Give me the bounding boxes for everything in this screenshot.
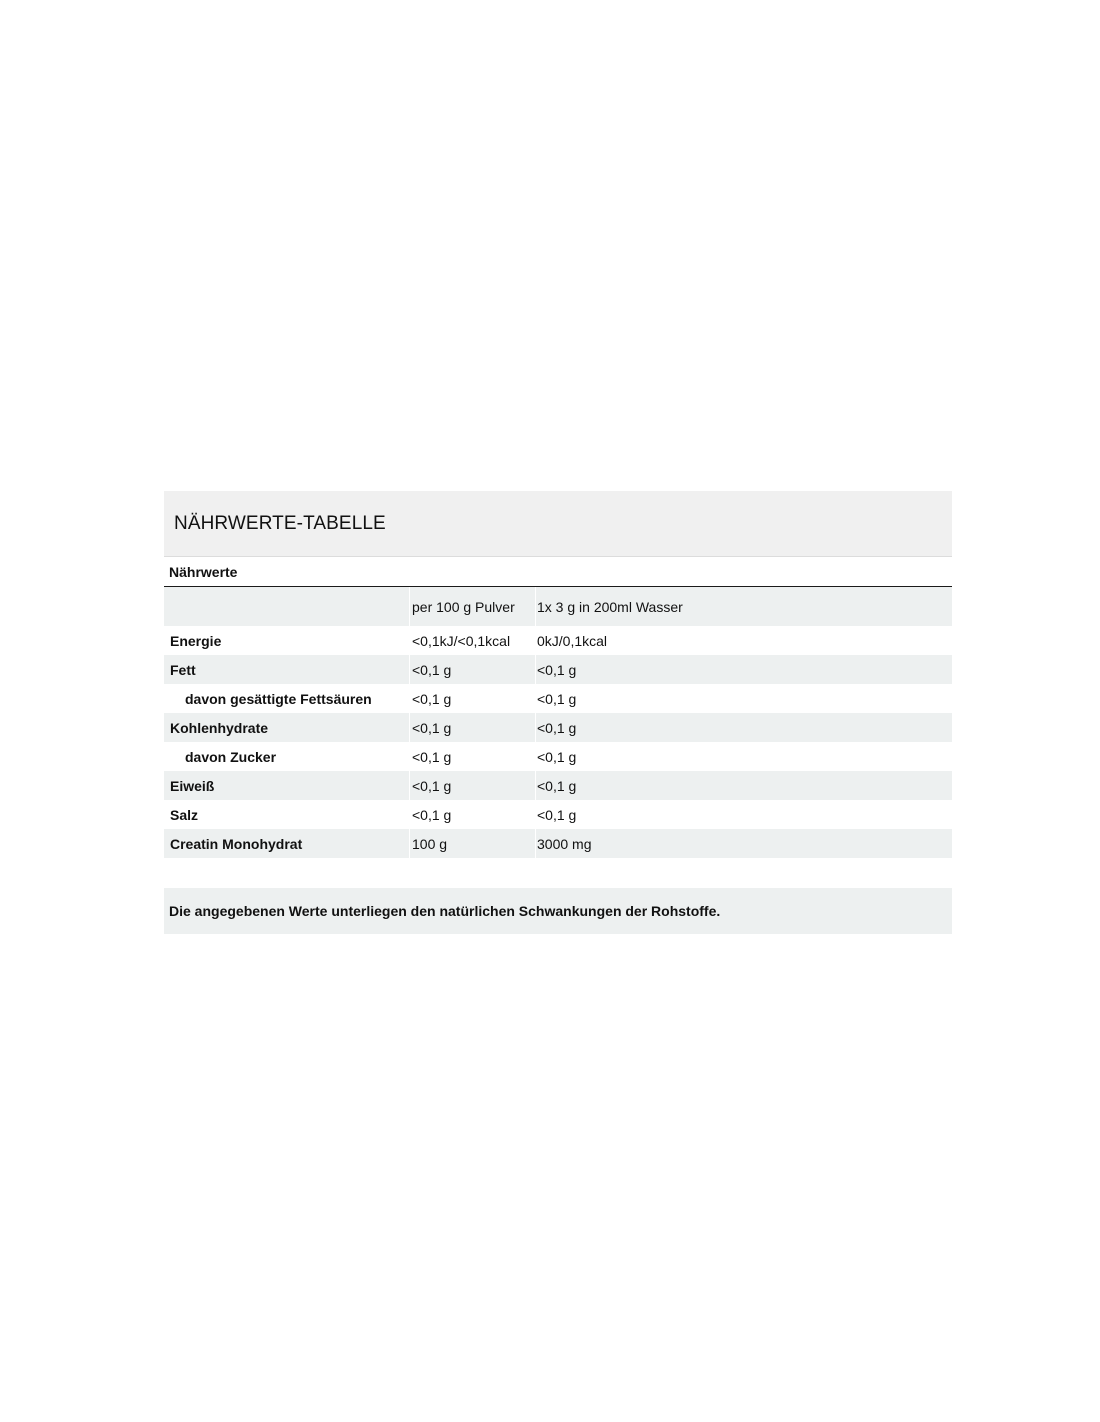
row-value-per-portion: <0,1 g xyxy=(536,655,953,684)
row-value-per-100g: <0,1 g xyxy=(410,713,536,742)
row-label: davon gesättigte Fettsäuren xyxy=(164,684,410,713)
row-value-per-100g: <0,1 g xyxy=(410,684,536,713)
row-value-per-100g: <0,1 g xyxy=(410,800,536,829)
row-value-per-portion: <0,1 g xyxy=(536,713,953,742)
row-value-per-portion: <0,1 g xyxy=(536,771,953,800)
row-label: Salz xyxy=(164,800,410,829)
table-row xyxy=(164,800,952,829)
nutrition-panel xyxy=(164,491,952,934)
table-row xyxy=(164,684,952,713)
row-value-per-100g: 100 g xyxy=(410,829,536,858)
row-value-per-portion: <0,1 g xyxy=(536,742,953,771)
row-label: Fett xyxy=(164,655,410,684)
row-label: Creatin Monohydrat xyxy=(164,829,410,858)
table-row xyxy=(164,771,952,800)
row-label: davon Zucker xyxy=(164,742,410,771)
table-row xyxy=(164,742,952,771)
nutrition-table xyxy=(164,587,952,858)
row-label: Kohlenhydrate xyxy=(164,713,410,742)
row-value-per-100g: <0,1 g xyxy=(410,742,536,771)
disclaimer-note: Die angegebenen Werte unterliegen den natürlichen Schwankungen der Rohstoffe. xyxy=(164,888,952,934)
row-value-per-portion: <0,1 g xyxy=(536,684,953,713)
table-row xyxy=(164,829,952,858)
row-value-per-portion: 3000 mg xyxy=(536,829,953,858)
table-header-row xyxy=(164,587,952,626)
panel-title: NÄHRWERTE-TABELLE xyxy=(174,512,386,534)
table-row xyxy=(164,626,952,655)
table-row xyxy=(164,655,952,684)
row-value-per-portion: <0,1 g xyxy=(536,800,953,829)
row-value-per-100g: <0,1 g xyxy=(410,655,536,684)
row-value-per-portion: 0kJ/0,1kcal xyxy=(536,626,953,655)
column-header-per-portion: 1x 3 g in 200ml Wasser xyxy=(536,587,953,626)
section-label: Nährwerte xyxy=(164,557,952,587)
row-label: Energie xyxy=(164,626,410,655)
column-header-label xyxy=(164,587,410,626)
row-value-per-100g: <0,1kJ/<0,1kcal xyxy=(410,626,536,655)
row-label: Eiweiß xyxy=(164,771,410,800)
panel-header xyxy=(164,491,952,557)
row-value-per-100g: <0,1 g xyxy=(410,771,536,800)
column-header-per-100g: per 100 g Pulver xyxy=(410,587,536,626)
table-row xyxy=(164,713,952,742)
